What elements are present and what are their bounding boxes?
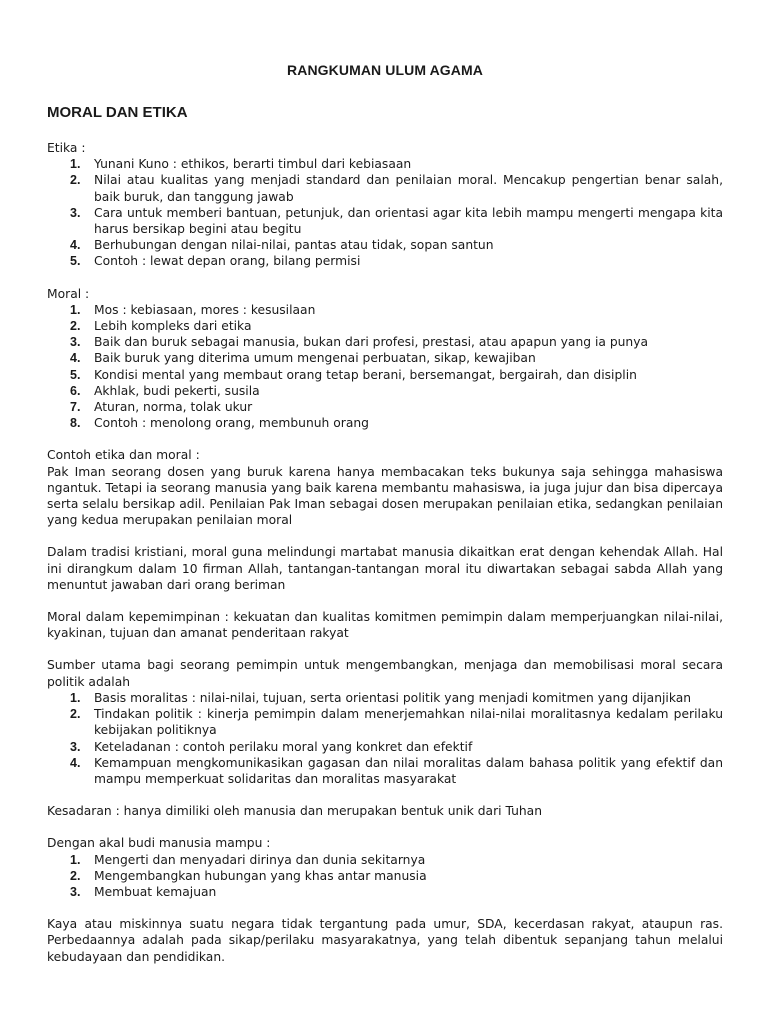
list-text: Aturan, norma, tolak ukur [94,400,253,415]
list-number: 3. [70,739,81,754]
list-text: Mengerti dan menyadari dirinya dan dunia sekitarnya [94,852,426,867]
section-heading: MORAL DAN ETIKA [47,104,188,121]
moral-list [47,302,723,432]
list-item [47,302,723,318]
list-text: Akhlak, budi pekerti, susila [94,383,260,398]
list-item [47,350,723,366]
list-text: Baik buruk yang diterima umum mengenai perbuatan, sikap, kewajiban [94,351,536,366]
list-number: 2. [70,319,81,334]
etika-list [47,156,723,269]
list-text: Cara untuk memberi bantuan, petunjuk, dan orientasi agar kita lebih mampu mengerti mengapa kita harus bersikap begini atau begitu [94,205,723,237]
list-item [47,755,723,787]
list-text: Lebih kompleks dari etika [94,319,252,334]
list-text: Mengembangkan hubungan yang khas antar manusia [94,868,427,883]
spacer [47,819,723,835]
document-title: RANGKUMAN ULUM AGAMA [287,62,483,78]
list-item [47,884,723,900]
list-item [47,172,723,204]
spacer [47,528,723,544]
list-item [47,690,723,706]
list-text: Mos : kebiasaan, mores : kesusilaan [94,302,316,317]
list-number: 2. [70,173,81,188]
kesadaran-paragraph: Kesadaran : hanya dimiliki oleh manusia dan merupakan bentuk unik dari Tuhan [47,804,543,819]
list-text: Kondisi mental yang membaut orang tetap berani, bersemangat, bergairah, dan disiplin [94,367,637,382]
list-item [47,415,723,431]
spacer [47,900,723,916]
list-item [47,318,723,334]
contoh-paragraph: Pak Iman seorang dosen yang buruk karena hanya membacakan teks bukunya saja sehingga mahasiswa ngantuk. Tetapi ia seorang manusia yang baik karena membantu mahasiswa, ia juga jujur dan bisa dipercaya serta selalu bersikap adil. Penilaian Pak Iman sebagai dosen merupakan penilaian etika, sedangkan penilaian yang kedua merupakan penilaian moral [47,464,723,528]
list-item [47,868,723,884]
spacer [47,641,723,657]
tradisi-paragraph: Dalam tradisi kristiani, moral guna melindungi martabat manusia dikaitkan erat dengan kehendak Allah. Hal ini dirangkum dalam 10 firman Allah, tantangan-tantangan moral itu diwartakan sebagai sabda Allah yang menuntut jawaban dari orang beriman [47,545,723,592]
list-number: 1. [70,690,81,705]
list-text: Kemampuan mengkomunikasikan gagasan dan nilai moralitas dalam bahasa politik yang efektif dan mampu memperkuat solidaritas dan moralitas masyarakat [94,755,723,786]
list-number: 3. [70,205,81,220]
list-text: Basis moralitas : nilai-nilai, tujuan, serta orientasi politik yang menjadi komitmen yang dijanjikan [94,690,692,705]
list-number: 2. [70,707,81,722]
contoh-label: Contoh etika dan moral : [47,448,200,463]
list-item [47,334,723,350]
list-item [47,739,723,755]
sumber-label: Sumber utama bagi seorang pemimpin untuk mengembangkan, menjaga dan memobilisasi moral secara politik adalah [47,658,723,689]
moral-label: Moral : [47,286,90,301]
list-text: Tindakan politik : kinerja pemimpin dalam menerjemahkan nilai-nilai moralitasnya kedalam perilaku kebijakan politiknya [94,707,723,738]
list-number: 6. [70,383,81,398]
spacer [47,270,723,286]
list-text: Berhubungan dengan nilai-nilai, pantas atau tidak, sopan santun [94,238,494,253]
list-number: 4. [70,351,81,366]
spacer [47,593,723,609]
list-number: 3. [70,884,81,899]
list-number: 7. [70,400,81,415]
list-text: Yunani Kuno : ethikos, berarti timbul dari kebiasaan [94,157,412,172]
list-item [47,253,723,269]
list-number: 5. [70,367,81,382]
sumber-list [47,690,723,787]
list-number: 1. [70,852,81,867]
list-text: Keteladanan : contoh perilaku moral yang konkret dan efektif [94,739,473,754]
list-number: 4. [70,238,81,253]
list-number: 1. [70,302,81,317]
list-text: Contoh : menolong orang, membunuh orang [94,416,369,431]
list-number: 4. [70,755,81,770]
etika-label: Etika : [47,141,86,155]
list-number: 8. [70,416,81,431]
list-text: Baik dan buruk sebagai manusia, bukan dari profesi, prestasi, atau apapun yang ia punya [94,335,649,350]
list-number: 1. [70,157,81,172]
list-item [47,399,723,415]
list-item [47,383,723,399]
list-number: 5. [70,254,81,269]
kepemimpinan-paragraph: Moral dalam kepemimpinan : kekuatan dan kualitas komitmen pemimpin dalam memperjuangkan nilai-nilai, kyakinan, tujuan dan amanat penderitaan rakyat [47,610,723,641]
list-text: Nilai atau kualitas yang menjadi standard dan penilaian moral. Mencakup pengertian benar salah, baik buruk, dan tanggung jawab [94,173,723,204]
list-number: 2. [70,868,81,883]
list-item [47,706,723,738]
list-item [47,205,723,237]
list-item [47,367,723,383]
kaya-miskin-paragraph: Kaya atau miskinnya suatu negara tidak tergantung pada umur, SDA, kecerdasan rakyat, ataupun ras. Perbedaannya adalah pada sikap/perilaku masyarakatnya, yang telah dibentuk sepanjang tahun melalui kebudayaan dan pendidikan. [47,917,723,964]
list-item [47,237,723,253]
akal-budi-label: Dengan akal budi manusia mampu : [47,836,271,851]
list-text: Contoh : lewat depan orang, bilang permisi [94,254,361,269]
spacer [47,787,723,803]
spacer [47,431,723,447]
list-text: Membuat kemajuan [94,884,217,899]
list-number: 3. [70,335,81,350]
document-body [47,140,723,965]
list-item [47,852,723,868]
list-item [47,156,723,172]
akal-budi-list [47,852,723,901]
